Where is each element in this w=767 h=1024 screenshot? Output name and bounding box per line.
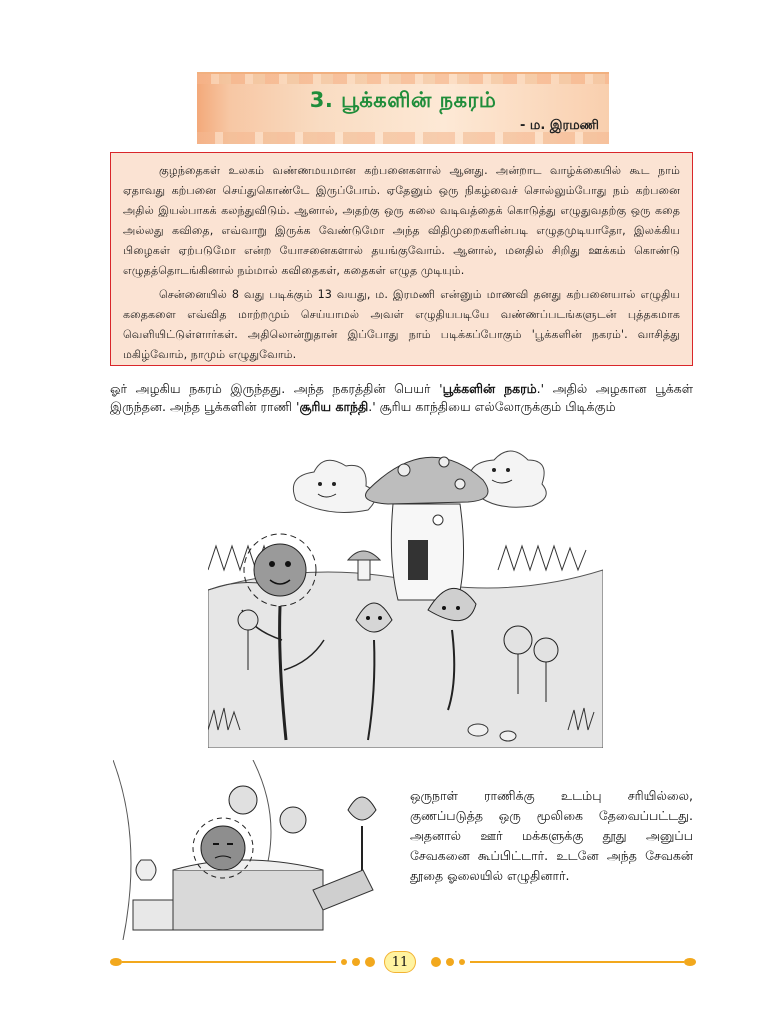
story-bold-city-name: பூக்களின் நகரம் xyxy=(442,381,537,396)
title-banner xyxy=(197,72,609,144)
story-text-2: .' அதில் அழகான பூக்கள் இருந்தன. அந்த பூக்களின் ராணி ' xyxy=(110,381,693,414)
story-opening xyxy=(110,380,693,416)
sick-queen-illustration xyxy=(113,760,398,940)
page-number: 11 xyxy=(384,951,416,973)
intro-paragraph-2: சென்னையில் 8 வது படிக்கும் 13 வயது, ம. இரமணி என்னும் மாணவி தனது கற்பனையால் எழுதிய கதைகளை எவ்வித மாற்றமும் செய்யாமல் அவள் எழுதியபடியே வண்ணப்படங்களுடன் புத்தகமாக வெளியிட்டுள்ளார்கள். அதிலொன்றுதான் இப்போது நாம் படிக்கப்போகும் 'பூக்களின் நகரம்'. வாசித்து மகிழ்வோம், நாமும் எழுதுவோம். xyxy=(123,288,680,361)
story-bold-queen-name: சூரிய காந்தி xyxy=(299,399,369,414)
intro-paragraph-1: குழந்தைகள் உலகம் வண்ணமயமான கற்பனைகளால் ஆனது. அன்றாட வாழ்க்கையில் கூட நாம் ஏதாவது கற்பனை செய்துகொண்டே இருப்போம். ஏதேனும் ஒரு நிகழ்வைச் சொல்லும்போது நம் கற்பனை அதில் இயல்பாகக் கலந்துவிடும். ஆனால், அதற்கு ஒரு கலை வடிவத்தைக் கொடுத்து எழுதுவதற்கு ஒரு கதை அல்லது கவிதை, எவ்வாறு இருக்க வேண்டுமோ அந்த விதிமுறைகளின்படி எழுதமுடியாதோ, இலக்கிய பிழைகள் ஏற்படுமோ என்ற யோசனைகளால் தயங்குவோம். ஆனால், மனதில் சிறிது ஊக்கம் கொண்டு எழுதத்தொடங்கினால் நம்மால் கவிதைகள், கதைகள் எழுத முடியும். xyxy=(123,164,680,277)
story-text-1: ஓர் அழகிய நகரம் இருந்தது. அந்த நகரத்தின் பெயர் ' xyxy=(110,381,443,396)
flower-city-illustration xyxy=(208,440,603,748)
story-side-text: ஒருநாள் ராணிக்கு உடம்பு சரியில்லை, குணப்படுத்த ஒரு மூலிகை தேவைப்பட்டது. அதனால் ஊர் மக்களுக்கு தூது அனுப்ப சேவகனை கூப்பிட்டார். உடனே அந்த சேவகன் தூதை ஓலையில் எழுதினார். xyxy=(410,788,693,883)
intro-box xyxy=(110,152,693,366)
story-text-3: .' சூரிய காந்தியை எல்லோருக்கும் பிடிக்கும் xyxy=(368,399,616,414)
banner-stripe-top xyxy=(197,74,609,84)
chapter-title: 3. பூக்களின் நகரம் xyxy=(309,88,497,112)
chapter-author: - ம. இரமணி xyxy=(519,118,599,133)
